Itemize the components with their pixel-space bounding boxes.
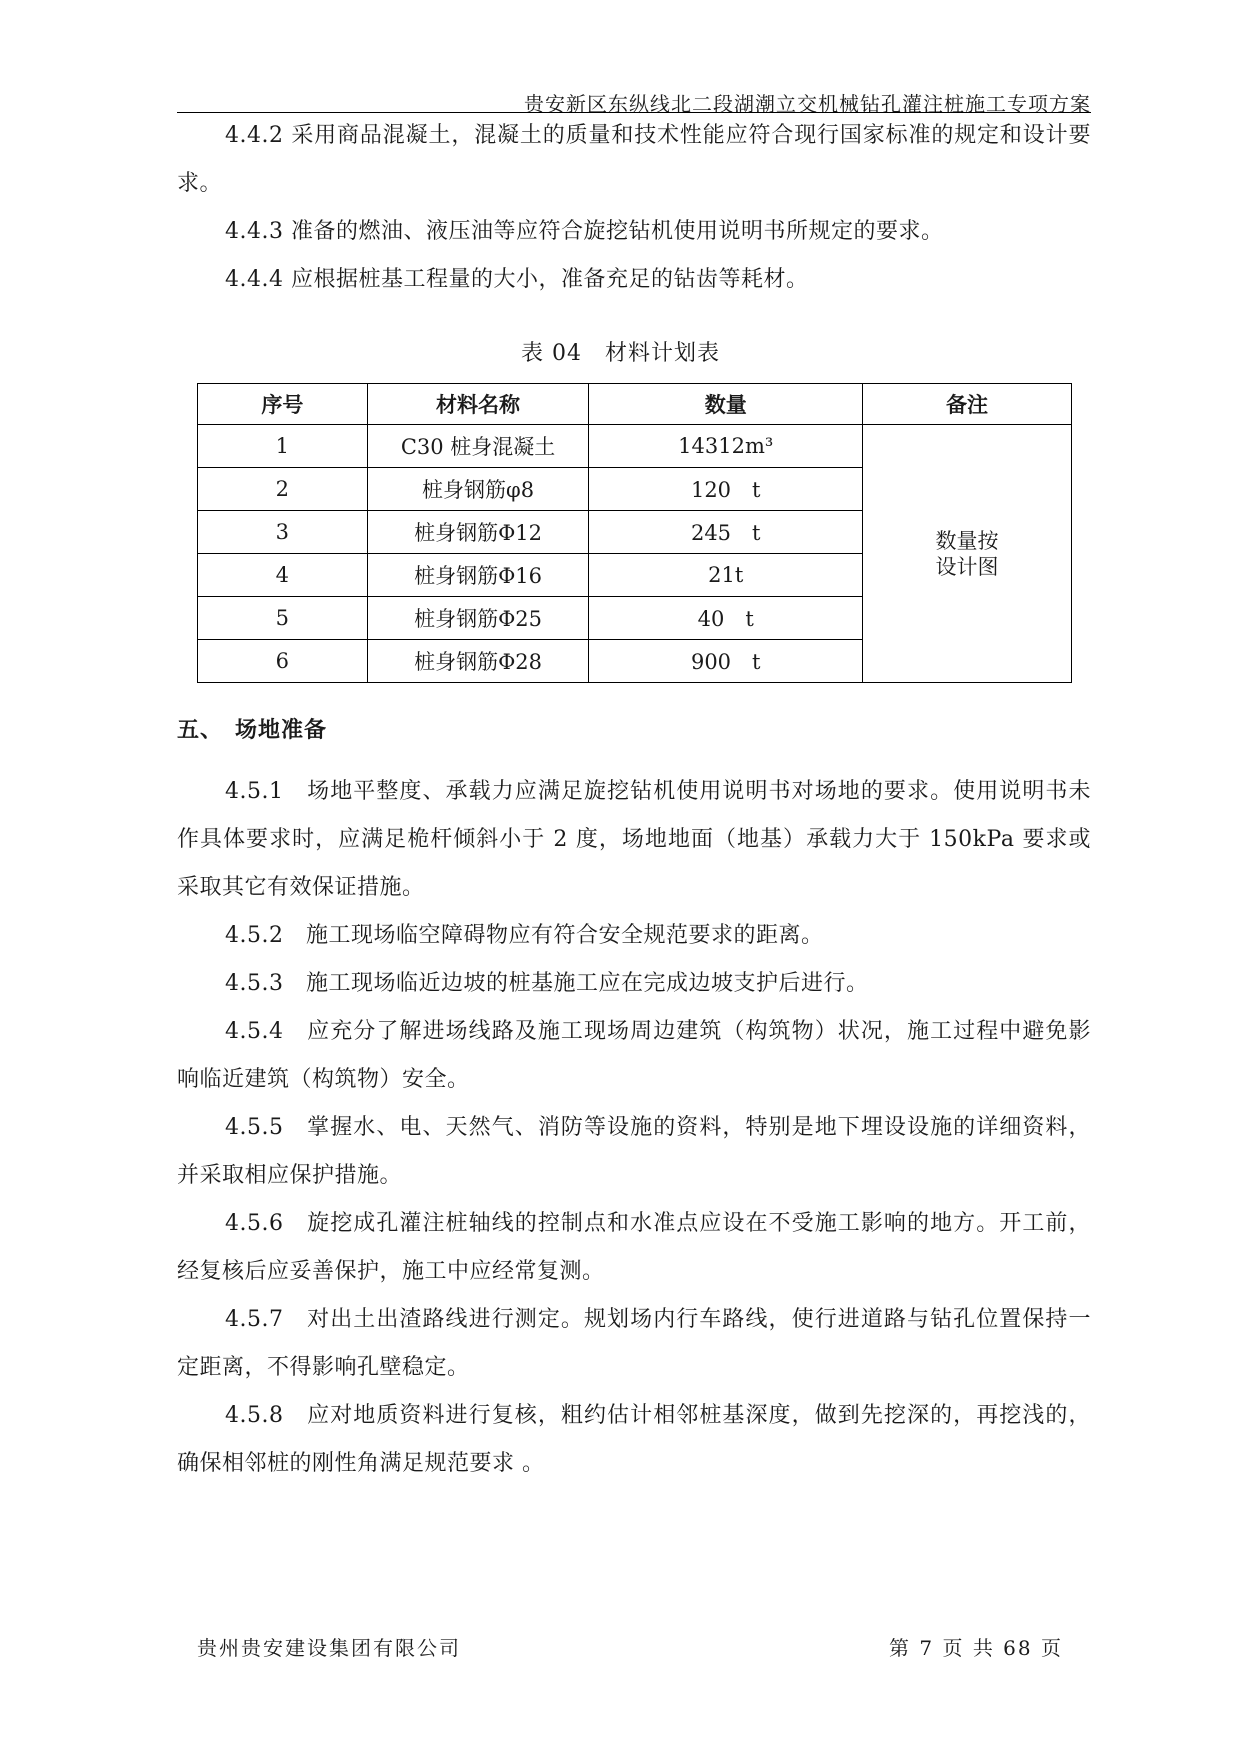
cell-no: 3 [198,511,368,554]
cell-quantity: 900 t [589,640,863,683]
cell-quantity: 14312m³ [589,425,863,468]
paragraph-4-4-3: 4.4.3 准备的燃油、液压油等应符合旋挖钻机使用说明书所规定的要求。 [225,219,944,244]
paragraph-4-5-2: 4.5.2 施工现场临空障碍物应有符合安全规范要求的距离。 [225,923,824,948]
footer-page-info: 第 7 页 共 68 页 [889,1636,1063,1660]
cell-material-name: 桩身钢筋Φ12 [367,511,589,554]
page-header-title: 贵安新区东纵线北二段湖潮立交机械钻孔灌注桩施工专项方案 [524,92,1091,116]
paragraph-4-5-3: 4.5.3 施工现场临近边坡的桩基施工应在完成边坡支护后进行。 [225,971,869,996]
cell-quantity: 40 t [589,597,863,640]
header-quantity: 数量 [589,384,863,425]
cell-material-name: 桩身钢筋Φ28 [367,640,589,683]
cell-no: 2 [198,468,368,511]
cell-note: 数量按设计图 [863,425,1072,683]
cell-quantity: 120 t [589,468,863,511]
header-note: 备注 [863,384,1072,425]
cell-quantity: 245 t [589,511,863,554]
cell-material-name: 桩身钢筋Φ25 [367,597,589,640]
cell-no: 1 [198,425,368,468]
header-material-name: 材料名称 [367,384,589,425]
table-caption: 表 04 材料计划表 [521,341,720,366]
paragraph-4-5-7: 4.5.7 对出土出渣路线进行测定。规划场内行车路线，使行进道路与钻孔位置保持一定距离，不得影响孔壁稳定。 [177,1307,1091,1380]
paragraph-4-5-8: 4.5.8 应对地质资料进行复核，粗约估计相邻桩基深度，做到先挖深的，再挖浅的，确保相邻桩的刚性角满足规范要求 。 [177,1403,1091,1476]
cell-no: 5 [198,597,368,640]
cell-quantity: 21t [589,554,863,597]
cell-material-name: 桩身钢筋φ8 [367,468,589,511]
paragraph-4-5-5: 4.5.5 掌握水、电、天然气、消防等设施的资料，特别是地下埋设设施的详细资料，并采取相应保护措施。 [177,1115,1091,1188]
footer-company: 贵州贵安建设集团有限公司 [197,1636,461,1660]
cell-material-name: C30 桩身混凝土 [367,425,589,468]
cell-no: 6 [198,640,368,683]
paragraph-4-5-6: 4.5.6 旋挖成孔灌注桩轴线的控制点和水准点应设在不受施工影响的地方。开工前，经复核后应妥善保护，施工中应经常复测。 [177,1211,1091,1284]
paragraph-4-4-4: 4.4.4 应根据桩基工程量的大小，准备充足的钻齿等耗材。 [225,267,809,292]
materials-plan-table [197,383,1072,683]
paragraph-4-4-2: 4.4.2 采用商品混凝土，混凝土的质量和技术性能应符合现行国家标准的规定和设计要求。 [177,123,1091,196]
cell-material-name: 桩身钢筋Φ16 [367,554,589,597]
section-heading: 五、 场地准备 [177,718,328,743]
header-no: 序号 [198,384,368,425]
cell-no: 4 [198,554,368,597]
table-header-row [198,384,1072,425]
paragraph-4-5-1: 4.5.1 场地平整度、承载力应满足旋挖钻机使用说明书对场地的要求。使用说明书未作具体要求时，应满足桅杆倾斜小于 2 度，场地地面（地基）承载力大于 150kPa 要求或采取其它有效保证措施。 [177,779,1091,900]
paragraph-4-5-4: 4.5.4 应充分了解进场线路及施工现场周边建筑（构筑物）状况，施工过程中避免影响临近建筑（构筑物）安全。 [177,1019,1091,1092]
table-row [198,425,1072,468]
